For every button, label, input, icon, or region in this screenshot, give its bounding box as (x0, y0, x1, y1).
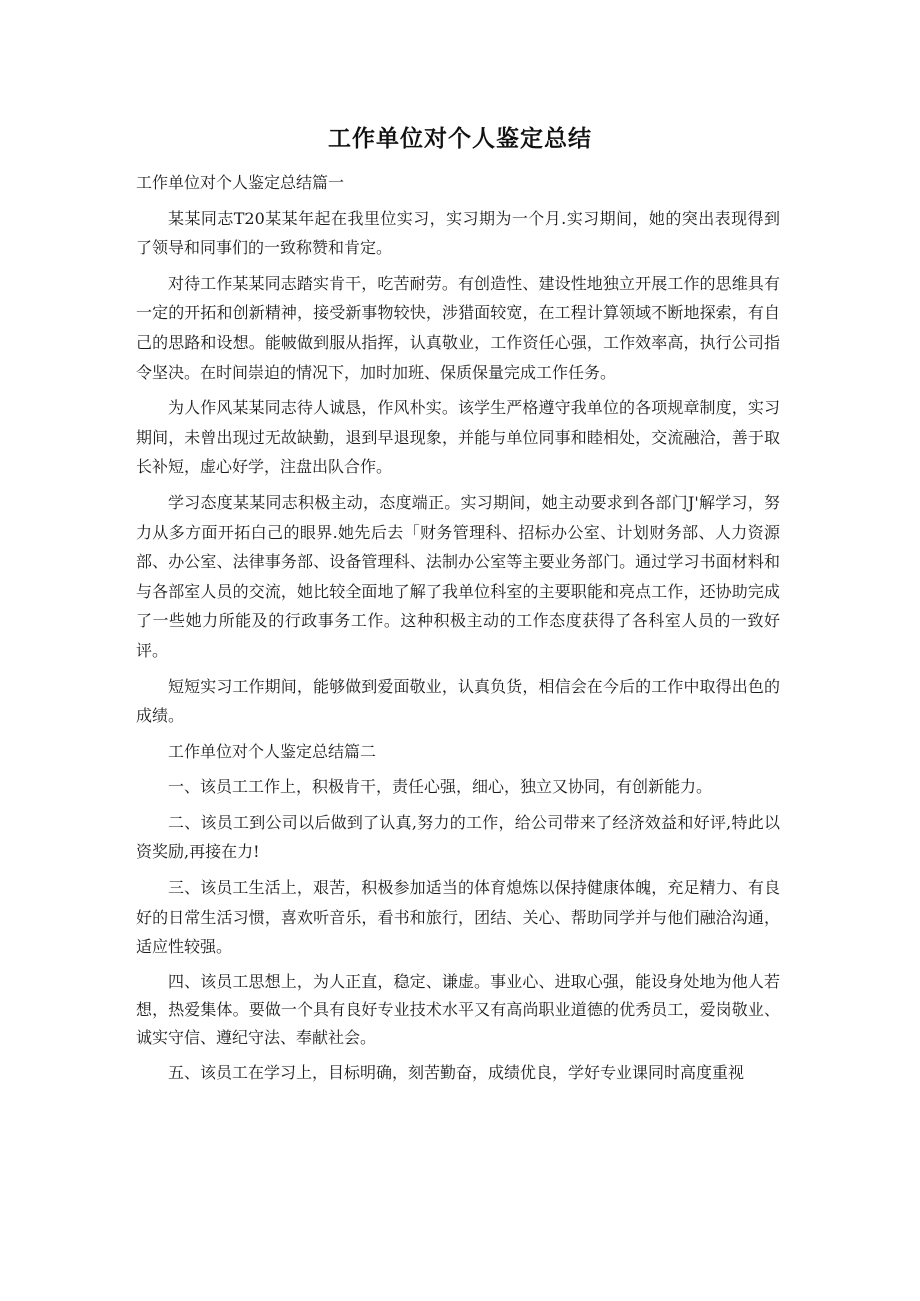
paragraph: 一、该员工工作上，积极肯干，责任心强，细心，独立又协同，有创新能力。 (168, 777, 713, 797)
paragraph: 学习态度某某同志积极主动，态度端正。实习期间，她主动要求到各部门J'解学习，努力从多方面开拓白己的眼界.她先后去「财务管理科、招标办公室、计划财务部、人力资源部、办公室、法律事务部、设备管理科、法制办公室等主要业务部门。通过学习书面材料和与各部室人员的交流，她比较全面地了解了我单位科室的主要职能和亮点工作，还协助完成了一些她力所能及的行政事务工作。这种积极主动的工作态度获得了各科室人员的一致好评。 (136, 492, 780, 660)
section-heading-2: 工作单位对个人鉴定总结篇二 (168, 741, 377, 761)
paragraph: 二、该员工到公司以后做到了认真,努力的工作，给公司带来了经济效益和好评,特此以资奖励,再接在力! (136, 812, 780, 862)
document-title: 工作单位对个人鉴定总结 (328, 126, 592, 152)
paragraph: 某某同志T20某某年起在我里位实习，实习期为一个月.实习期间，她的突出表现得到了领导和同事们的一致称赞和肯定。 (136, 208, 780, 258)
document-body (136, 168, 780, 1093)
paragraph: 五、该员工在学习上，目标明确，刻苦勤奋，成绩优良，学好专业课同时高度重视 (168, 1062, 745, 1082)
paragraph: 三、该员工生活上，艰苦，积极参加适当的体育熄炼以保持健康体魄，充足精力、有良好的日常生活习惯，喜欢听音乐，看书和旅行，团结、关心、帮助同学并与他们融洽沟通，适应性较强。 (136, 878, 780, 957)
paragraph: 短短实习工作期间，能够做到爱面敬业，认真负货，相信会在今后的工作中取得出色的成绩。 (136, 676, 780, 726)
paragraph: 四、该员工思想上，为人正直，稳定、谦虚。事业心、进取心强，能设身处地为他人若想，热爱集体。要做一个具有良好专业技术水平又有高尚职业道德的优秀员工，爱岗敬业、诚实守信、遵纪守法、奉献社会。 (136, 971, 780, 1047)
paragraph: 为人作风某某同志待人诚恳，作风朴实。该学生严格遵守我单位的各项规章制度，实习期间，未曾出现过无故缺勤，退到早退现象，并能与单位同事和睦相处，交流融洽，善于取长补短，虚心好学，注盘出队合作。 (136, 398, 780, 477)
paragraph: 对待工作某某同志踏实肯干，吃苦耐劳。有创造性、建设性地独立开展工作的思维具有一定的开拓和创新精神，接受新事物较快，涉猎面较宽，在工程计算领域不断地探索，有自己的思路和设想。能帔做到服从指挥，认真敬业，工作资任心强，工作效率高，执行公司指令坚决。在时间崇迫的情况下，加时加班、保质保量完成工作任务。 (136, 273, 780, 382)
section-heading-1: 工作单位对个人鉴定总结篇一 (136, 173, 345, 192)
